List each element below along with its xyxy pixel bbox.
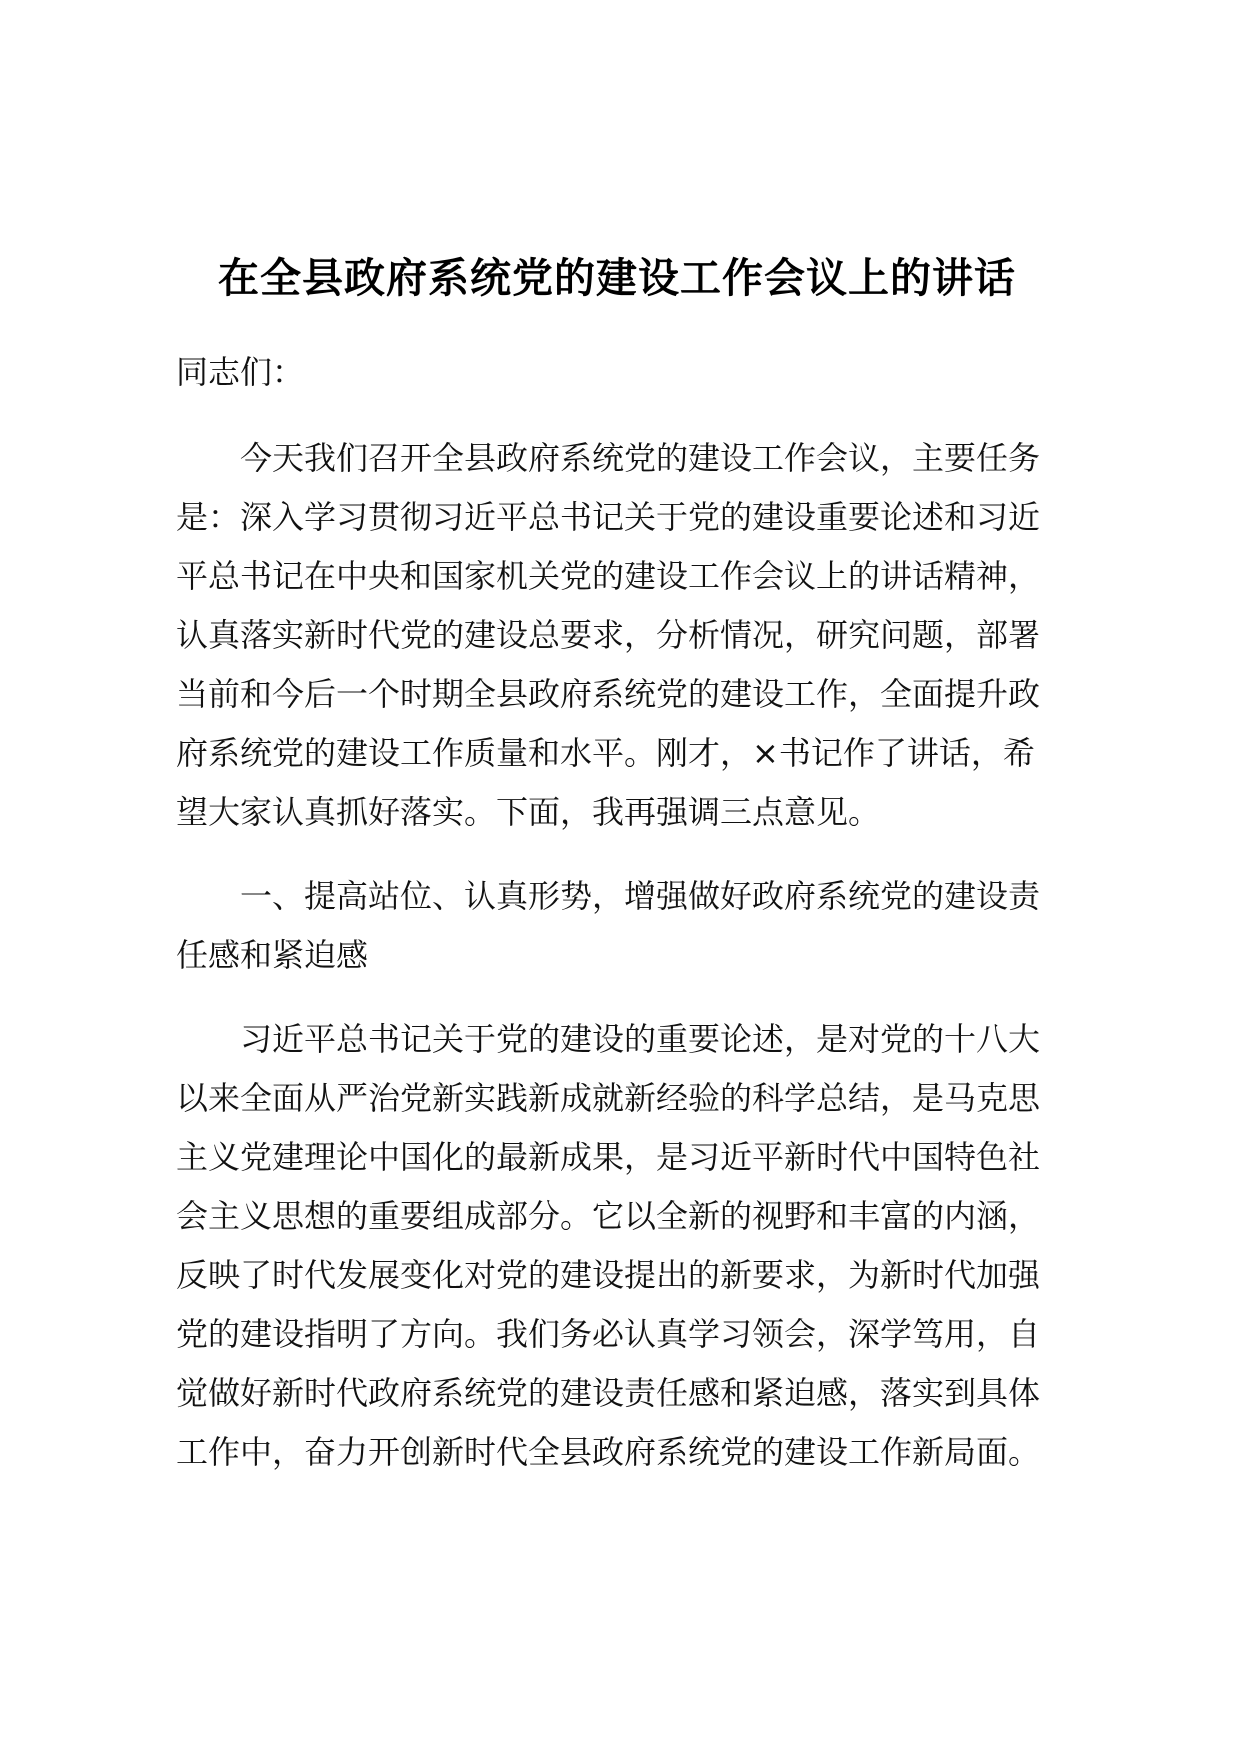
paragraph-line: 今天我们召开全县政府系统党的建设工作会议，主要任务: [176, 439, 1041, 477]
paragraph-line: 平总书记在中央和国家机关党的建设工作会议上的讲话精神，: [176, 557, 1041, 595]
paragraph-line: 望大家认真抓好落实。下面，我再强调三点意见。: [176, 793, 881, 831]
paragraph-line: 主义党建理论中国化的最新成果，是习近平新时代中国特色社: [176, 1138, 1041, 1176]
paragraph-line: 习近平总书记关于党的建设的重要论述，是对党的十八大: [176, 1020, 1041, 1058]
paragraph-line: 觉做好新时代政府系统党的建设责任感和紧迫感，落实到具体: [176, 1374, 1041, 1412]
paragraph-line: 是：深入学习贯彻习近平总书记关于党的建设重要论述和习近: [176, 498, 1041, 536]
section-heading-line: 一、提高站位、认真形势，增强做好政府系统党的建设责: [176, 877, 1041, 915]
section-heading-line: 任感和紧迫感: [176, 936, 369, 974]
paragraph-line: 会主义思想的重要组成部分。它以全新的视野和丰富的内涵，: [176, 1197, 1041, 1235]
paragraph-line: 认真落实新时代党的建设总要求，分析情况，研究问题，部署: [176, 616, 1041, 654]
paragraph-line: 以来全面从严治党新实践新成就新经验的科学总结，是马克思: [176, 1079, 1041, 1117]
paragraph-line: 工作中，奋力开创新时代全县政府系统党的建设工作新局面。: [176, 1433, 1041, 1471]
greeting: 同志们：: [176, 353, 305, 391]
paragraph-line: 党的建设指明了方向。我们务必认真学习领会，深学笃用，自: [176, 1315, 1041, 1353]
paragraph-line: 反映了时代发展变化对党的建设提出的新要求，为新时代加强: [176, 1256, 1041, 1294]
paragraph-line: 府系统党的建设工作质量和水平。刚才，×书记作了讲话，希: [176, 734, 1035, 772]
paragraph-line: 当前和今后一个时期全县政府系统党的建设工作，全面提升政: [176, 675, 1041, 713]
document-title: 在全县政府系统党的建设工作会议上的讲话: [218, 254, 1016, 302]
